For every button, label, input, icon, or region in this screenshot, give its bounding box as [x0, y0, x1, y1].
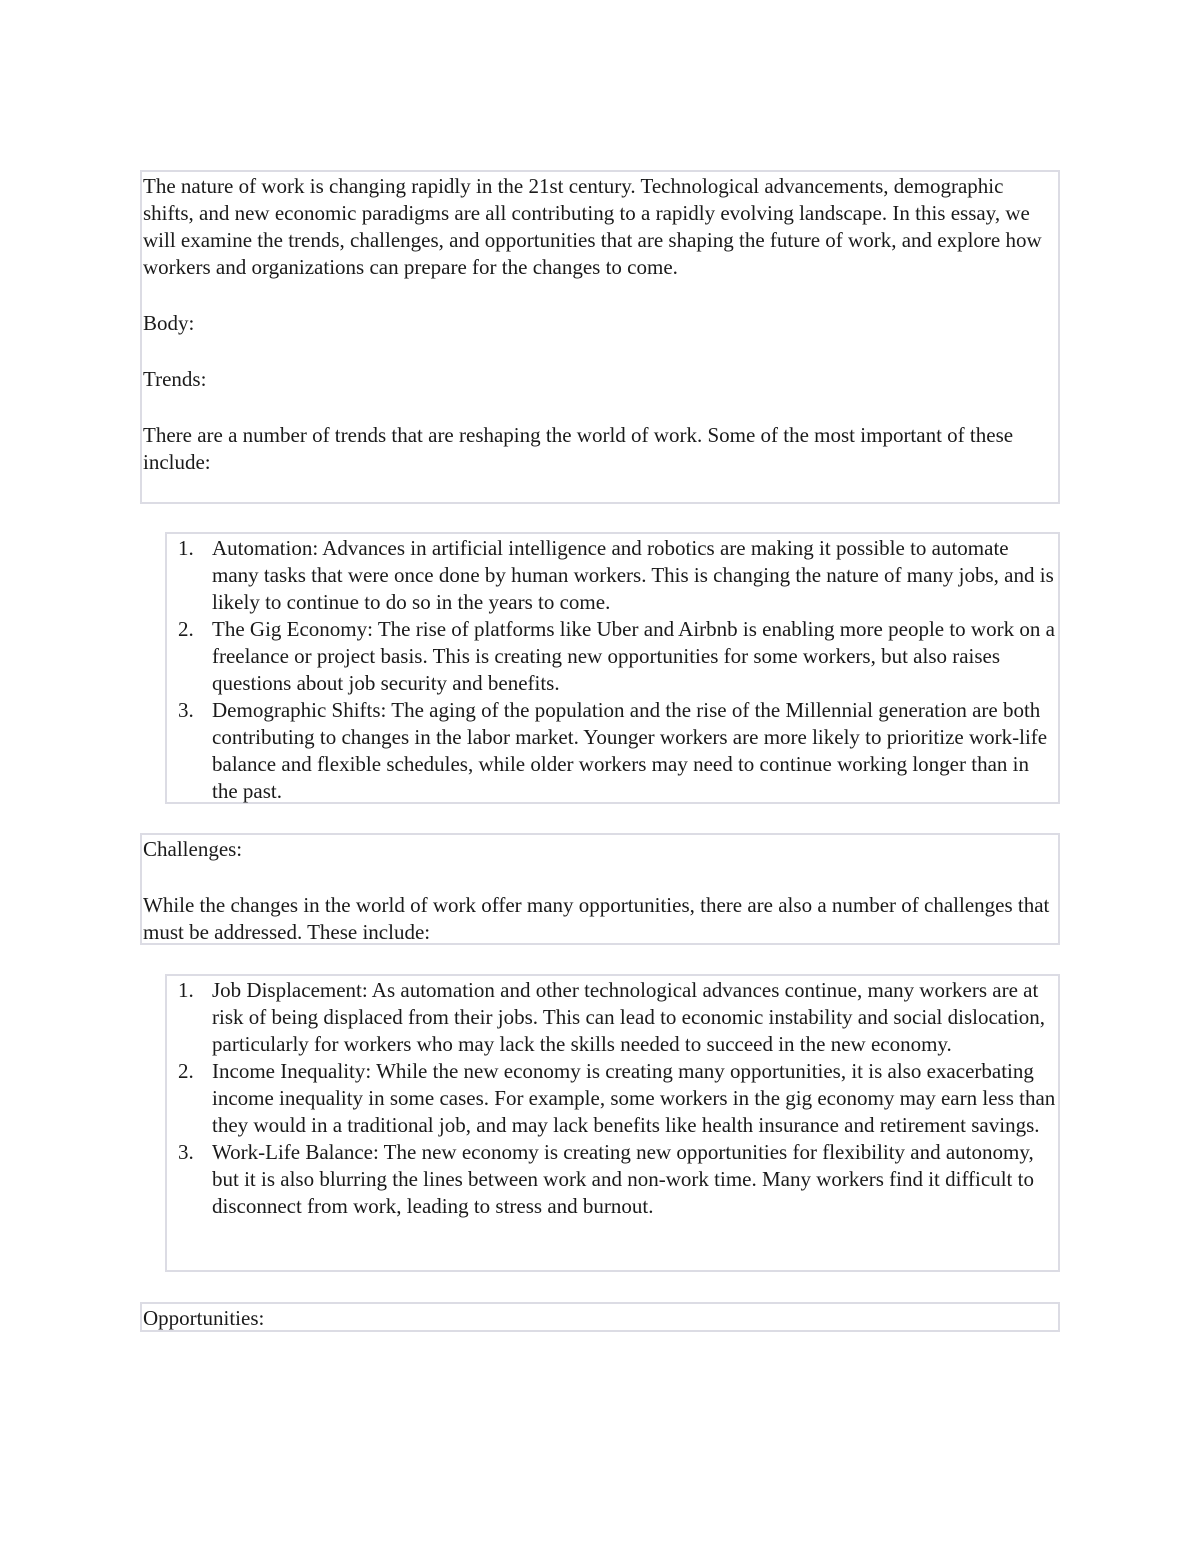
challenges-section	[140, 833, 1060, 945]
challenges-list	[167, 977, 1058, 1220]
list-item-number: 1.	[178, 536, 194, 560]
list-item-text: Automation: Advances in artificial intelligence and robotics are making it possible to automate many tasks that were once done by human workers. This is changing the nature of many jobs, and is likely to continue to do so in the years to come.	[212, 536, 1054, 614]
list-item-text: The Gig Economy: The rise of platforms like Uber and Airbnb is enabling more people to work on a freelance or project basis. This is creating new opportunities for some workers, but also raises questions about job security and benefits.	[212, 617, 1055, 695]
list-item	[167, 1139, 1058, 1220]
list-item-text: Job Displacement: As automation and other technological advances continue, many workers are at risk of being displaced from their jobs. This can lead to economic instability and social dislocation, particularly for workers who may lack the skills needed to succeed in the new economy.	[212, 978, 1046, 1056]
intro-section	[140, 170, 1060, 504]
spacer	[143, 281, 1058, 310]
opportunities-heading: Opportunities:	[143, 1306, 265, 1330]
intro-paragraph: The nature of work is changing rapidly in the 21st century. Technological advancements, demographic shifts, and new economic paradigms are all contributing to a rapidly evolving landscape. In this essay, we will examine the trends, challenges, and opportunities that are shaping the future of work, and explore how workers and organizations can prepare for the changes to come.	[143, 174, 1042, 279]
challenges-list-section	[165, 974, 1060, 1272]
challenges-intro: While the changes in the world of work offer many opportunities, there are also a number of challenges that must be addressed. These include:	[143, 893, 1050, 944]
trends-heading: Trends:	[143, 367, 207, 391]
list-item-number: 2.	[178, 617, 194, 641]
list-item	[167, 977, 1058, 1058]
list-item-number: 3.	[178, 698, 194, 722]
list-item	[167, 535, 1058, 616]
spacer	[143, 393, 1058, 422]
list-item-number: 2.	[178, 1059, 194, 1083]
challenges-heading: Challenges:	[143, 837, 243, 861]
list-item	[167, 1058, 1058, 1139]
spacer	[143, 863, 1058, 892]
list-item-text: Income Inequality: While the new economy is creating many opportunities, it is also exacerbating income inequality in some cases. For example, some workers in the gig economy may earn less than they would in a traditional job, and may lack benefits like health insurance and retirement savings.	[212, 1059, 1056, 1137]
spacer	[143, 337, 1058, 366]
body-heading: Body:	[143, 311, 195, 335]
list-item	[167, 697, 1058, 805]
list-item-number: 3.	[178, 1140, 194, 1164]
trends-list	[167, 535, 1058, 805]
trends-list-section	[165, 532, 1060, 804]
list-item-text: Demographic Shifts: The aging of the population and the rise of the Millennial generation are both contributing to changes in the labor market. Younger workers are more likely to prioritize work-life balance and flexible schedules, while older workers may need to continue working longer than in the past.	[212, 698, 1048, 803]
opportunities-section	[140, 1302, 1060, 1332]
list-item-number: 1.	[178, 978, 194, 1002]
list-item	[167, 616, 1058, 697]
trends-intro: There are a number of trends that are reshaping the world of work. Some of the most important of these include:	[143, 423, 1014, 474]
list-item-text: Work-Life Balance: The new economy is creating new opportunities for flexibility and autonomy, but it is also blurring the lines between work and non-work time. Many workers find it difficult to disconnect from work, leading to stress and burnout.	[212, 1140, 1034, 1218]
